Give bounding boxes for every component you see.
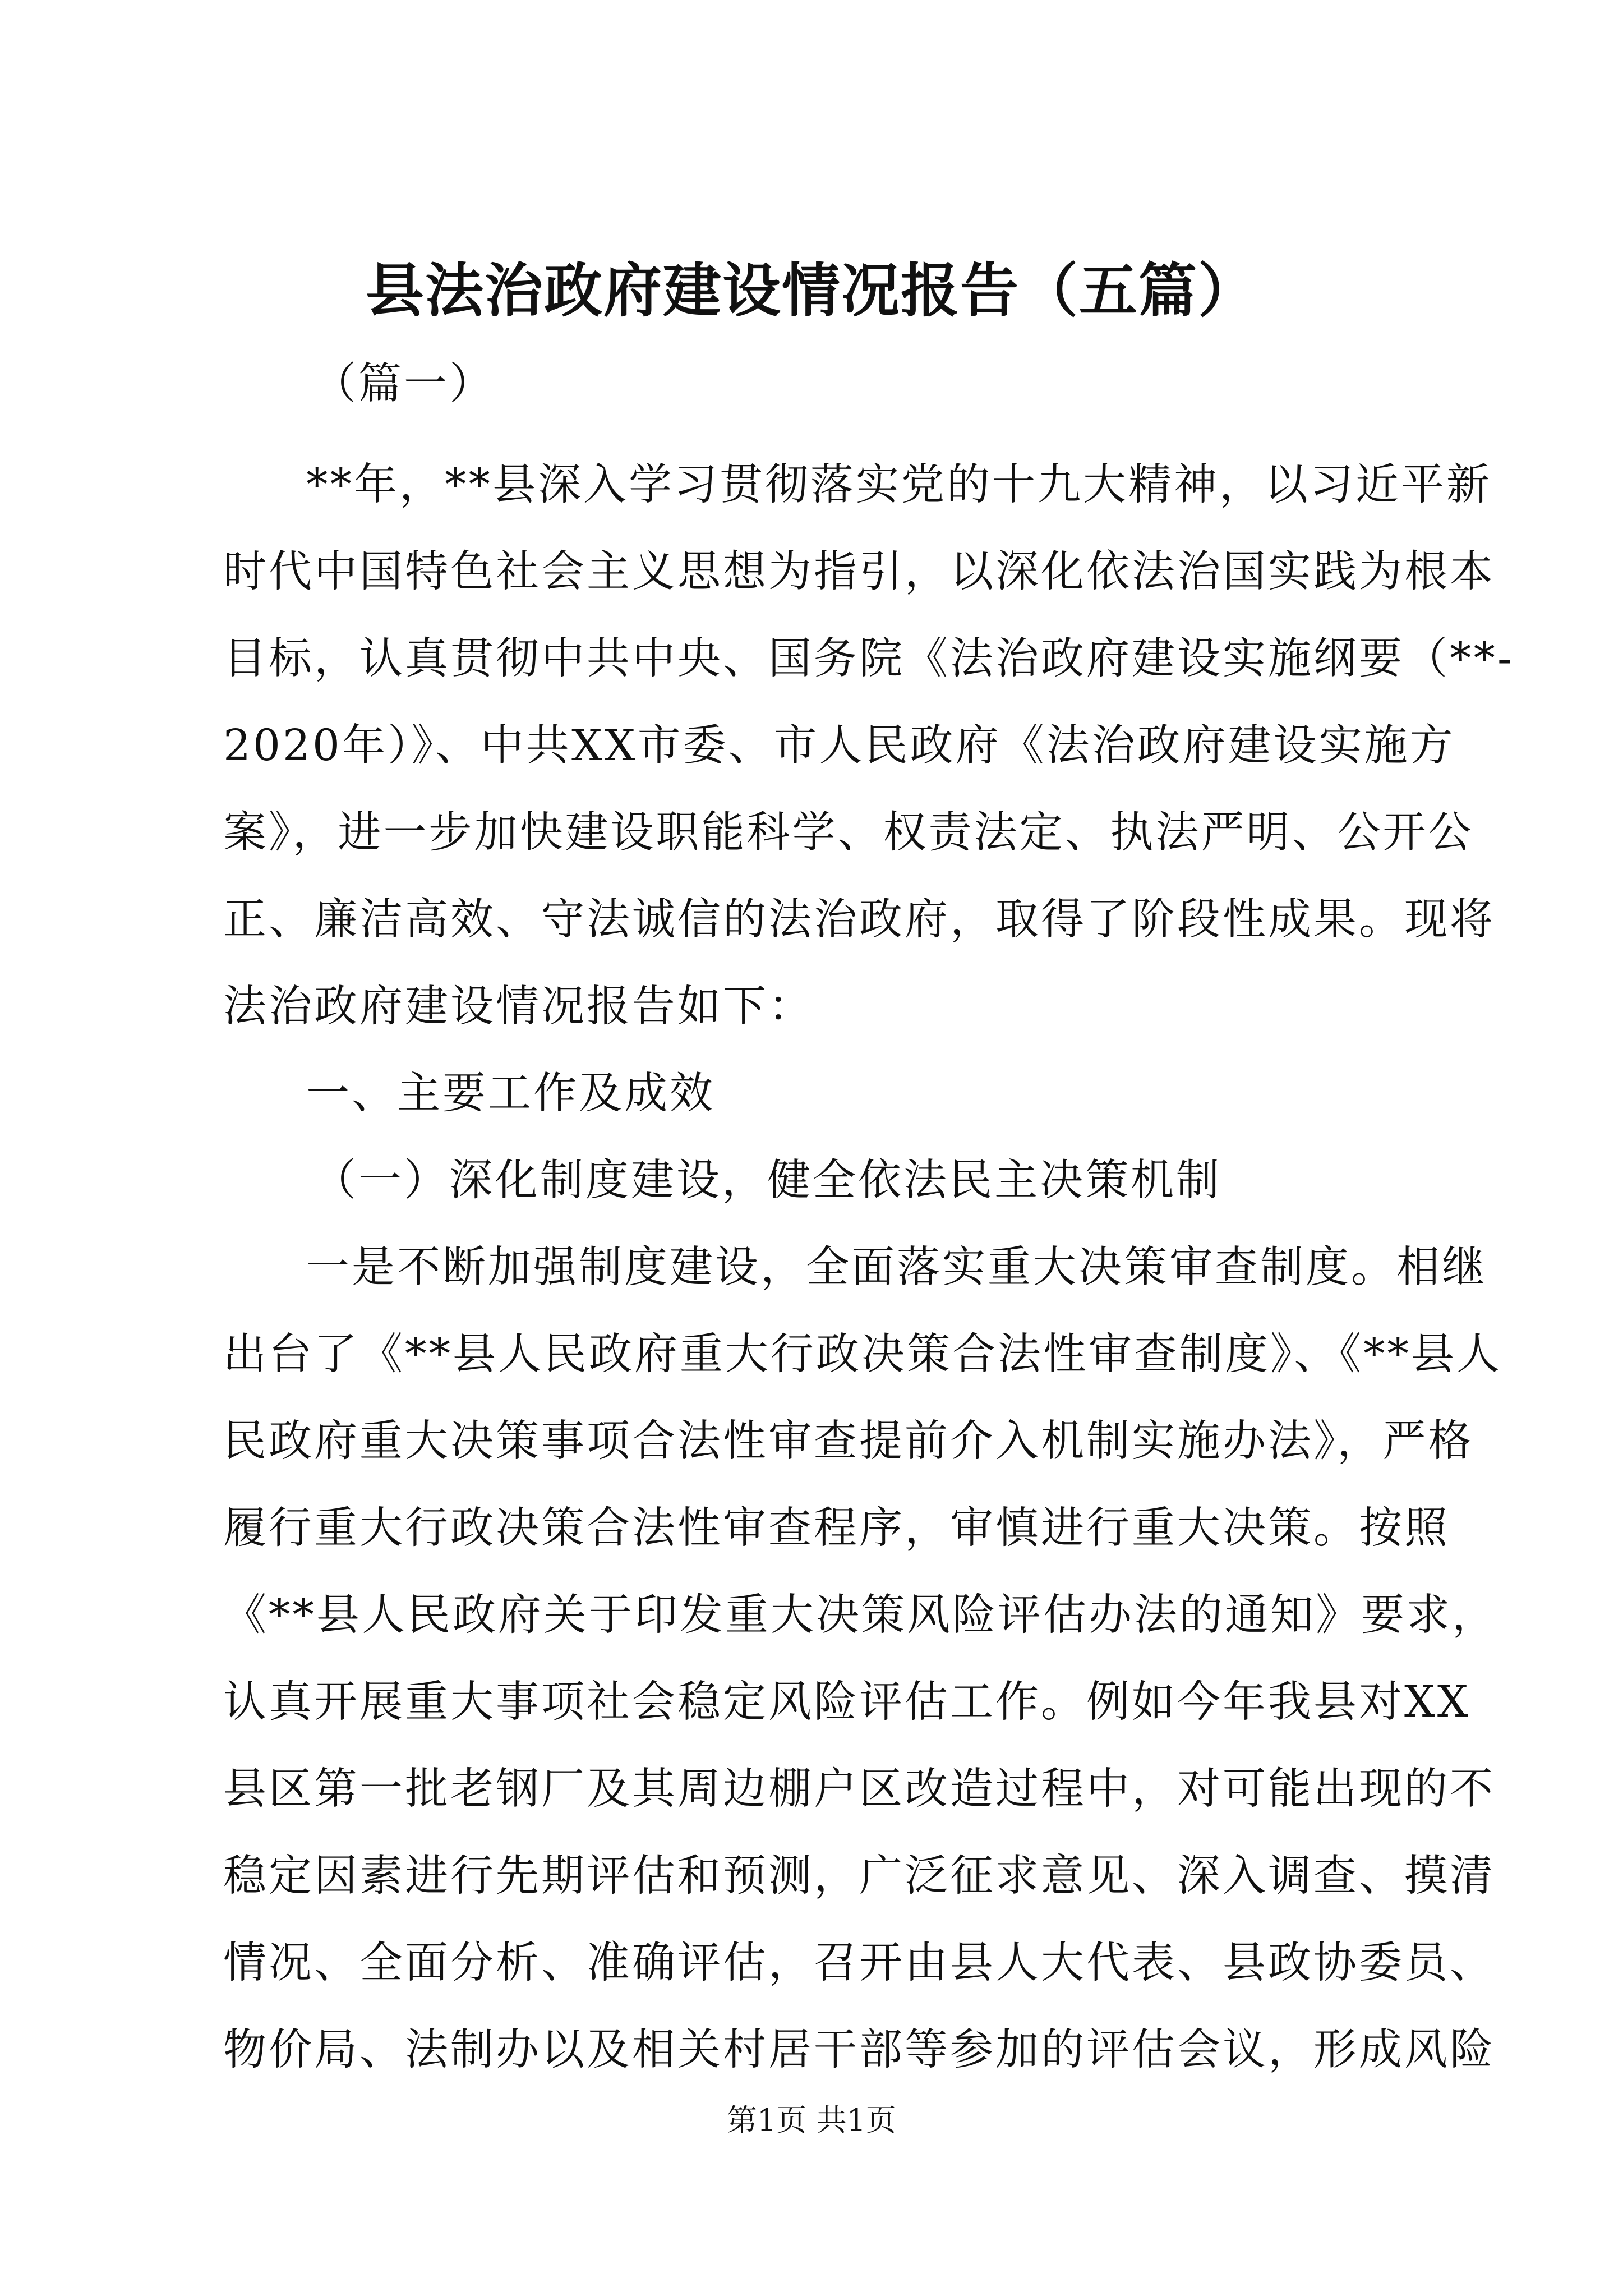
paragraph-line: 履行重大行政决策合法性审查程序，审慎进行重大决策。按照 [223,1503,1450,1553]
paragraph-line: 《**县人民政府关于印发重大决策风险评估办法的通知》要求， [223,1590,1497,1640]
paragraph-line: 一是不断加强制度建设，全面落实重大决策审查制度。相继 [306,1243,1487,1292]
paragraph-line: 时代中国特色社会主义思想为指引，以深化依法治国实践为根本 [223,547,1495,597]
paragraph-line: 情况、全面分析、准确评估，召开由县人大代表、县政协委员、 [223,1938,1495,1988]
paragraph-line: 正、廉洁高效、守法诚信的法治政府，取得了阶段性成果。现将 [223,895,1495,945]
paragraph-line: 稳定因素进行先期评估和预测，广泛征求意见、深入调查、摸清 [223,1851,1495,1901]
paragraph-line: **年，**县深入学习贯彻落实党的十九大精神，以习近平新 [306,460,1492,510]
heading-level-2: （一）深化制度建设，健全依法民主决策机制 [313,1156,1221,1205]
paragraph-line: 目标，认真贯彻中共中央、国务院《法治政府建设实施纲要（**- [223,634,1515,684]
document-title: 县法治政府建设情况报告（五篇） [365,256,1257,325]
page-footer: 第1页 共1页 [727,2102,896,2138]
paragraph-line: 县区第一批老钢厂及其周边棚户区改造过程中，对可能出现的不 [223,1764,1495,1814]
paragraph-line: 民政府重大决策事项合法性审查提前介入机制实施办法》，严格 [223,1416,1474,1466]
paragraph-line: 法治政府建设情况报告如下： [223,982,814,1032]
paragraph-line: 案》，进一步加快建设职能科学、权责法定、执法严明、公开公 [223,808,1474,858]
paragraph-line: 认真开展重大事项社会稳定风险评估工作。例如今年我县对XX [223,1677,1470,1727]
paragraph-line: 出台了《**县人民政府重大行政决策合法性审查制度》、《**县人 [223,1329,1502,1379]
heading-level-1: 一、主要工作及成效 [306,1069,715,1119]
paragraph-line: 物价局、法制办以及相关村居干部等参加的评估会议，形成风险 [223,2025,1495,2075]
paragraph-line: 2020年）》、中共XX市委、市人民政府《法治政府建设实施方 [223,721,1455,771]
section-label: （篇一） [313,359,495,409]
